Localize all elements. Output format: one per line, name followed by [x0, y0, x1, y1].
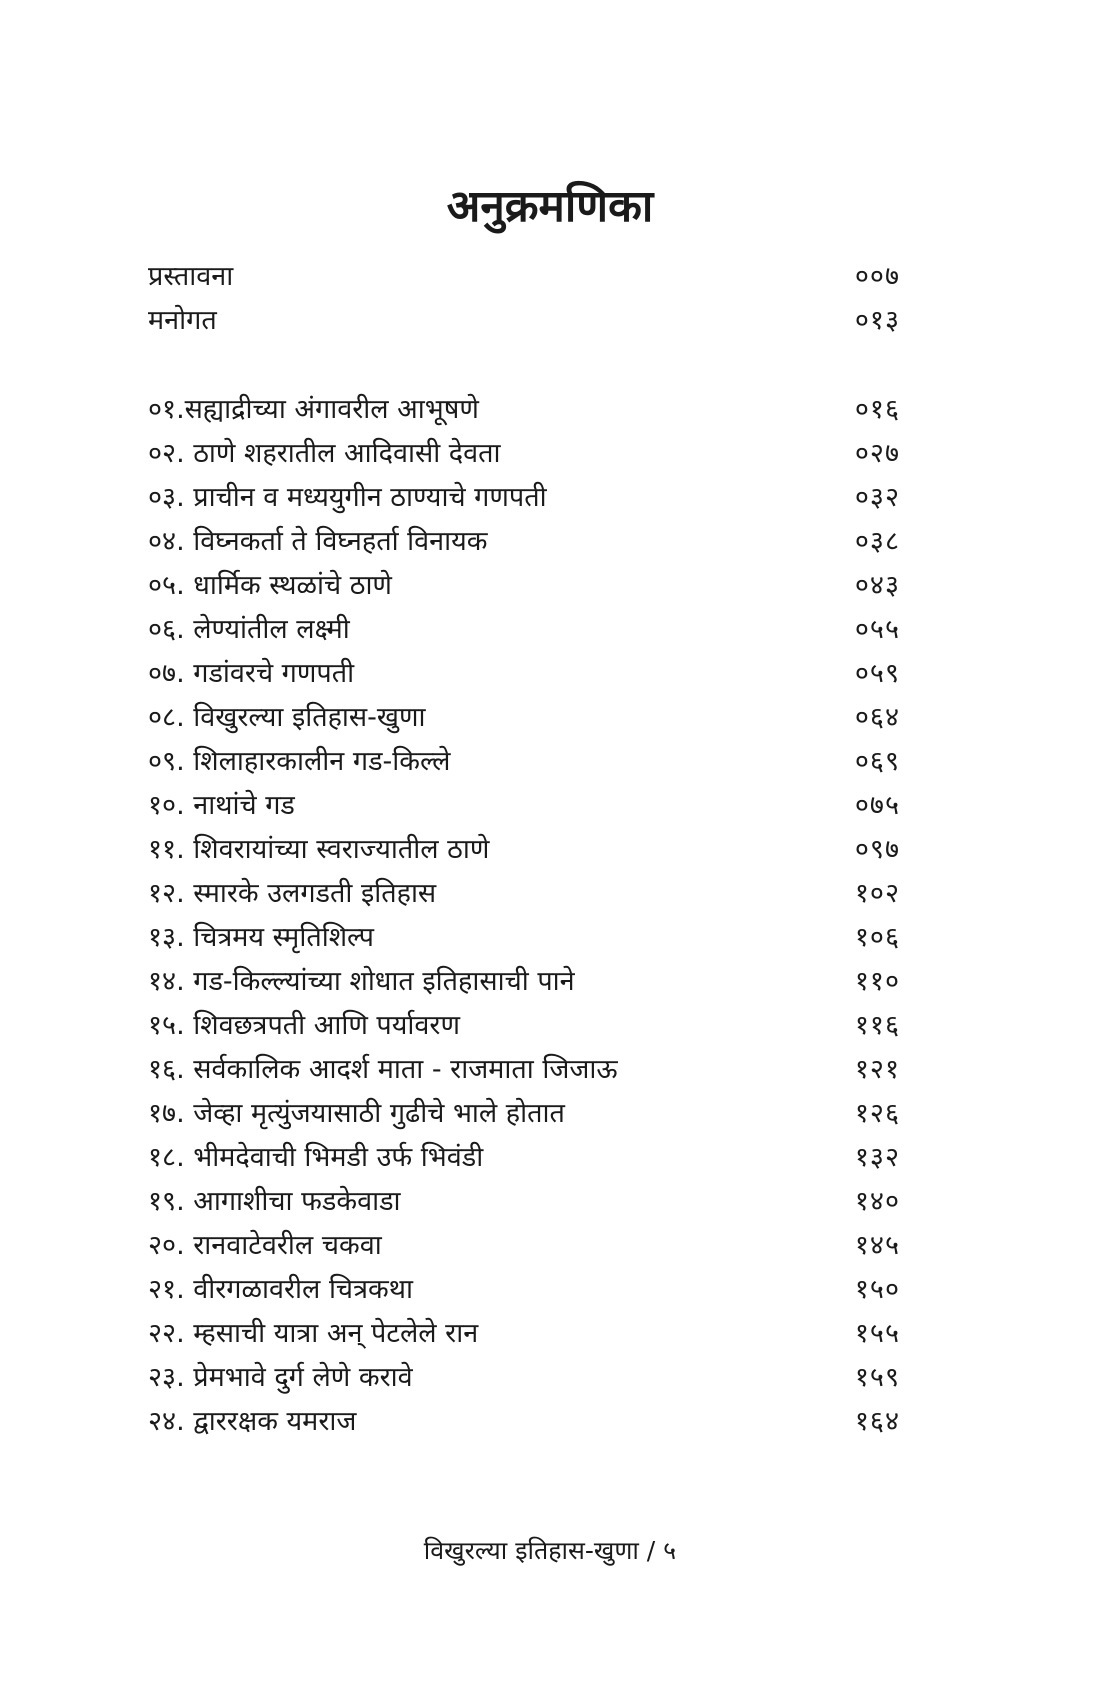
chapter-page-number: ०७५ [854, 790, 900, 821]
chapter-title: २०. रानवाटेवरील चकवा [148, 1230, 382, 1261]
chapter-page-number: ०६४ [854, 702, 900, 733]
chapter-row [148, 1312, 900, 1356]
chapter-row [148, 740, 900, 784]
toc-entry-label: मनोगत [148, 305, 217, 336]
chapter-row [148, 388, 900, 432]
chapter-page-number: १३२ [854, 1142, 900, 1173]
chapter-title: ०३. प्राचीन व मध्ययुगीन ठाण्याचे गणपती [148, 482, 547, 513]
toc-row [148, 299, 900, 343]
chapter-title: २४. द्वाररक्षक यमराज [148, 1406, 357, 1437]
chapter-page-number: ०३८ [854, 526, 900, 557]
chapter-title: १५. शिवछत्रपती आणि पर्यावरण [148, 1010, 460, 1041]
chapter-page-number: ०५९ [854, 658, 900, 689]
chapter-title: ०९. शिलाहारकालीन गड-किल्ले [148, 746, 451, 777]
chapter-title: ०२. ठाणे शहरातील आदिवासी देवता [148, 438, 501, 469]
chapter-title: ०६. लेण्यांतील लक्ष्मी [148, 614, 350, 645]
chapter-row [148, 696, 900, 740]
chapter-row [148, 520, 900, 564]
chapter-row [148, 1400, 900, 1444]
chapter-title: १९. आगाशीचा फडकेवाडा [148, 1186, 401, 1217]
chapter-page-number: १२६ [854, 1098, 900, 1129]
chapter-title: २२. म्हसाची यात्रा अन् पेटलेले रान [148, 1318, 479, 1349]
chapter-title: २३. प्रेमभावे दुर्ग लेणे करावे [148, 1362, 413, 1393]
chapter-row [148, 652, 900, 696]
front-matter-list [148, 255, 900, 343]
chapter-row [148, 828, 900, 872]
chapter-row [148, 1268, 900, 1312]
chapter-page-number: १६४ [854, 1406, 900, 1437]
chapter-row [148, 1136, 900, 1180]
chapter-row [148, 1224, 900, 1268]
chapter-title: १८. भीमदेवाची भिमडी उर्फ भिवंडी [148, 1142, 484, 1173]
chapter-title: ११. शिवरायांच्या स्वराज्यातील ठाणे [148, 834, 490, 865]
toc-page-number: ०१३ [854, 305, 900, 336]
chapter-title: १३. चित्रमय स्मृतिशिल्प [148, 922, 374, 953]
chapter-title: १२. स्मारके उलगडती इतिहास [148, 878, 437, 909]
chapter-title: ०१.सह्याद्रीच्या अंगावरील आभूषणे [148, 394, 479, 425]
toc-page-number: ००७ [854, 261, 900, 292]
chapter-row [148, 872, 900, 916]
chapter-row [148, 1092, 900, 1136]
chapter-title: २१. वीरगळावरील चित्रकथा [148, 1274, 413, 1305]
chapter-title: ०७. गडांवरचे गणपती [148, 658, 355, 689]
chapter-page-number: ११० [854, 966, 900, 997]
chapter-title: १६. सर्वकालिक आदर्श माता - राजमाता जिजाऊ [148, 1054, 618, 1085]
chapter-page-number: ११६ [854, 1010, 900, 1041]
chapter-title: ०८. विखुरल्या इतिहास-खुणा [148, 702, 426, 733]
chapter-row [148, 564, 900, 608]
chapter-row [148, 1180, 900, 1224]
chapter-page-number: ०२७ [854, 438, 900, 469]
page-footer: विखुरल्या इतिहास-खुणा / ५ [423, 1536, 677, 1565]
chapter-row [148, 476, 900, 520]
chapter-row [148, 1356, 900, 1400]
chapter-page-number: १४५ [854, 1230, 900, 1261]
chapter-title: १०. नाथांचे गड [148, 790, 295, 821]
chapter-page-number: १५० [854, 1274, 900, 1305]
chapter-row [148, 960, 900, 1004]
chapter-page-number: ०४३ [854, 570, 900, 601]
chapter-list [148, 388, 900, 1444]
chapter-row [148, 432, 900, 476]
chapter-row [148, 608, 900, 652]
chapter-page-number: ०५५ [854, 614, 900, 645]
chapter-page-number: १२१ [854, 1054, 900, 1085]
chapter-page-number: ०६९ [854, 746, 900, 777]
chapter-row [148, 1004, 900, 1048]
chapter-page-number: १४० [854, 1186, 900, 1217]
chapter-page-number: ०९७ [854, 834, 900, 865]
chapter-page-number: १०६ [854, 922, 900, 953]
chapter-page-number: १५९ [854, 1362, 900, 1393]
chapter-page-number: १५५ [854, 1318, 900, 1349]
chapter-row [148, 1048, 900, 1092]
toc-row [148, 255, 900, 299]
chapter-page-number: ०३२ [854, 482, 900, 513]
toc-entry-label: प्रस्तावना [148, 261, 234, 292]
chapter-title: ०४. विघ्नकर्ता ते विघ्नहर्ता विनायक [148, 526, 488, 557]
chapter-page-number: ०१६ [854, 394, 900, 425]
chapter-title: १७. जेव्हा मृत्युंजयासाठी गुढीचे भाले होतात [148, 1098, 565, 1129]
page-title: अनुक्रमणिका [446, 181, 654, 233]
chapter-title: १४. गड-किल्ल्यांच्या शोधात इतिहासाची पाने [148, 966, 575, 997]
chapter-title: ०५. धार्मिक स्थळांचे ठाणे [148, 570, 392, 601]
chapter-row [148, 916, 900, 960]
chapter-row [148, 784, 900, 828]
chapter-page-number: १०२ [854, 878, 900, 909]
